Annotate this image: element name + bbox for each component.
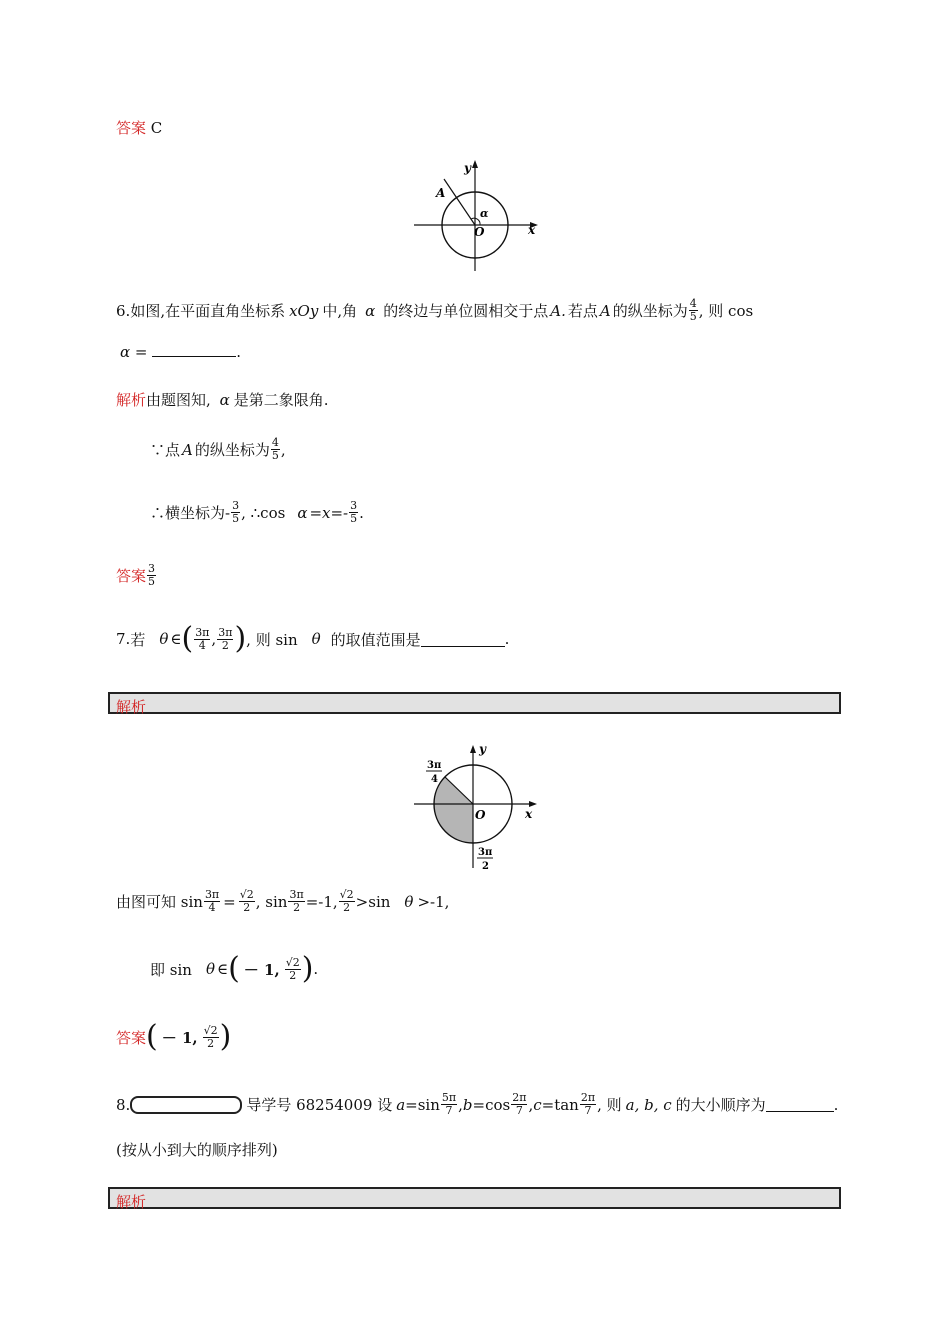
question-text: , 则 sin <box>246 630 298 649</box>
var-b: b <box>462 1095 473 1114</box>
shaded-region <box>434 777 473 843</box>
answer-blank[interactable] <box>152 342 236 357</box>
question-number: 8. <box>116 1095 131 1114</box>
question-text: =sin <box>405 1095 440 1114</box>
solution-text: , ∴cos <box>241 503 286 522</box>
y-axis-arrow <box>470 745 476 753</box>
solution-bar-label: 解析 <box>116 698 147 716</box>
label-top-num: 3π <box>427 760 442 771</box>
fraction: $\frac{2\pi}{7}$ <box>512 1091 527 1117</box>
fraction: $\frac{4}{5}$ <box>271 436 279 462</box>
fraction: $\frac{3\pi}{2}$ <box>289 888 304 914</box>
label-y: y <box>464 161 471 175</box>
question-text: , 则 <box>597 1096 622 1114</box>
answer-blank[interactable] <box>766 1097 834 1112</box>
var-a: a <box>396 1095 406 1114</box>
unit-circle-figure-q6 <box>410 155 540 275</box>
answer-label: 答案 <box>116 567 147 585</box>
paren-left: ( <box>228 951 240 986</box>
answer-6 <box>116 563 157 588</box>
solution-bar-q8[interactable] <box>108 1187 841 1209</box>
solution-text: 由图可知 sin <box>116 893 203 911</box>
fraction: $\frac{3\pi}{2}$ <box>218 625 233 652</box>
solution-bar-label: 解析 <box>116 1193 147 1211</box>
label-y: y <box>479 742 486 756</box>
fraction: $\frac{√2}{2}$ <box>203 1023 218 1050</box>
fraction: $\frac{3}{5}$ <box>148 562 156 588</box>
fraction: $\frac{5\pi}{7}$ <box>441 1091 457 1117</box>
question-text: 如图,在平面直角坐标系 <box>130 302 286 320</box>
terminal-side <box>444 179 475 225</box>
fraction: $\frac{2\pi}{7}$ <box>580 1091 596 1117</box>
solution-7-line1 <box>116 889 449 914</box>
period: . <box>504 630 510 648</box>
comma: , <box>280 440 286 459</box>
var-alpha: α <box>297 503 308 522</box>
solution-6-line3 <box>150 500 364 525</box>
var-theta: θ <box>311 630 321 648</box>
solution-text: ∴横坐标为 <box>150 504 226 522</box>
paren-left: ( <box>181 621 194 656</box>
var-c: c <box>533 1095 542 1114</box>
period: . <box>236 343 242 361</box>
solution-6-line2 <box>150 437 286 462</box>
in-symbol: ∈ <box>170 630 182 648</box>
fraction: $\frac{√2}{2}$ <box>339 888 354 914</box>
var-theta: θ <box>205 960 215 978</box>
solution-text: =-1, <box>305 892 338 911</box>
var-abc: a, b, c <box>625 1095 672 1114</box>
paren-left: ( <box>146 1019 158 1054</box>
question-8-note: (按从小到大的顺序排列) <box>116 1141 278 1159</box>
question-number: 7. <box>116 630 131 648</box>
minus: - <box>225 503 231 522</box>
unit-circle-figure-q7 <box>410 740 545 872</box>
question-text: 的取值范围是 <box>330 630 421 649</box>
var-theta: θ <box>159 630 169 648</box>
question-text: , 则 cos <box>698 302 754 320</box>
label-bottom-den: 2 <box>482 861 489 872</box>
label-o: O <box>475 808 486 822</box>
label-alpha: α <box>480 207 489 220</box>
var-a: A. <box>550 301 566 320</box>
solution-bar-q7[interactable] <box>108 692 841 714</box>
solution-text: 是第二象限角. <box>233 391 329 409</box>
label-bottom-num: 3π <box>478 847 493 858</box>
var-a: A <box>599 301 611 320</box>
answer-5 <box>116 117 162 138</box>
question-7 <box>116 621 510 656</box>
label-x: x <box>528 223 536 237</box>
in-symbol: ∈ <box>216 960 229 978</box>
label-o: O <box>474 225 485 239</box>
var-a: A <box>182 440 193 459</box>
paren-right: ) <box>234 621 247 656</box>
paren-right: ) <box>219 1019 232 1054</box>
fraction: $\frac{4}{5}$ <box>689 297 697 323</box>
lower-bound: － 1, <box>161 1028 198 1047</box>
guide-number-box <box>130 1096 242 1114</box>
solution-text: 的纵坐标为 <box>194 441 270 459</box>
var-xoy: xOy <box>289 301 319 320</box>
period: . <box>359 503 364 522</box>
question-text: 中,角 <box>322 302 358 320</box>
var-theta: θ <box>404 892 414 911</box>
solution-text: 由题图知, <box>146 391 211 409</box>
fraction: $\frac{3}{5}$ <box>232 499 240 525</box>
period: . <box>833 1095 839 1114</box>
question-text: 的大小顺序为 <box>675 1096 766 1114</box>
label-x: x <box>525 807 533 821</box>
question-text: 若点 <box>567 302 598 320</box>
label-top-den: 4 <box>431 774 438 785</box>
comma: , <box>211 630 217 648</box>
question-text: =cos <box>472 1095 511 1114</box>
question-text: 导学号 68254009 设 <box>246 1096 393 1114</box>
fraction: $\frac{√2}{2}$ <box>239 888 254 914</box>
paren-right: ) <box>301 951 314 986</box>
lower-bound: － 1, <box>243 960 280 979</box>
question-8: 8. 导学号 68254009 设 a =sin $\frac{5\pi}{7}$ , b =cos $\frac{2\pi}{7}$ , c =tan $\frac{2\pi}{7}$ , 则 a, b, c 的大小顺序为 . <box>116 1091 839 1117</box>
question-6 <box>116 298 753 323</box>
answer-blank[interactable] <box>421 632 505 647</box>
fraction: $\frac{3\pi}{4}$ <box>204 888 220 914</box>
label-a: A <box>436 186 446 200</box>
solution-text: =x=- <box>309 503 349 522</box>
solution-text: >sin <box>355 892 391 911</box>
var-alpha: α <box>365 301 376 320</box>
question-text: =tan <box>541 1095 579 1114</box>
var-alpha: α <box>219 391 230 409</box>
answer-7 <box>116 1019 232 1054</box>
solution-label: 解析 <box>116 391 147 409</box>
equals: = <box>223 892 236 911</box>
question-text: 的纵坐标为 <box>612 302 688 320</box>
answer-label: 答案 <box>116 119 147 137</box>
solution-7-line2 <box>150 951 319 986</box>
fraction: $\frac{3}{5}$ <box>350 499 358 525</box>
fraction: $\frac{3\pi}{4}$ <box>195 625 210 652</box>
answer-value: C <box>150 119 163 137</box>
solution-text: 即 sin <box>150 960 192 979</box>
period: . <box>313 960 319 978</box>
solution-6-line1 <box>116 389 329 410</box>
question-number: 6. <box>116 301 131 320</box>
solution-text: ∵点 <box>150 441 181 459</box>
y-axis-arrow <box>472 160 478 168</box>
question-6-line2 <box>120 342 241 361</box>
question-text: 的终边与单位圆相交于点 <box>383 302 549 320</box>
solution-text: , sin <box>255 892 288 911</box>
question-text: 若 <box>130 630 146 649</box>
answer-label: 答案 <box>116 1028 147 1047</box>
var-alpha: α = <box>120 343 148 361</box>
solution-text: >-1, <box>417 892 450 911</box>
fraction: $\frac{√2}{2}$ <box>285 955 300 982</box>
